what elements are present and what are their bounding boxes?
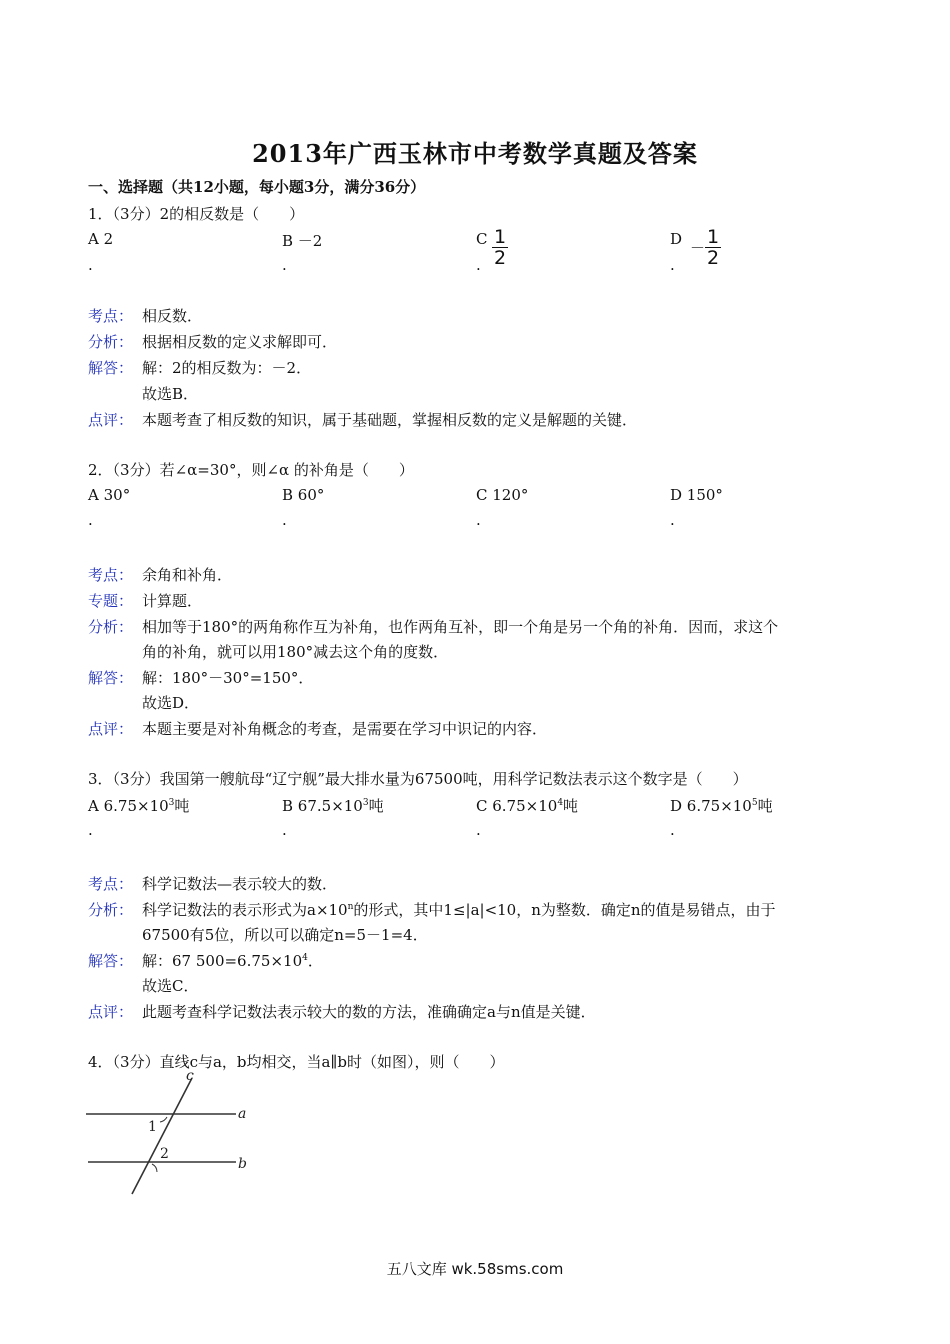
dianping-text: 本题考查了相反数的知识，属于基础题，掌握相反数的定义是解题的关键． (142, 411, 638, 429)
fenxi-text: 相加等于180°的两角称作互为补角，也作两角互补，即一个角是另一个角的补角．因而，求这个 (142, 618, 779, 636)
kaodian-label: 考点： (88, 566, 134, 584)
q1-option-d: D (670, 230, 683, 248)
option-dot: . (476, 256, 481, 274)
fenxi-label: 分析： (88, 333, 134, 351)
jieda-text: 解：180°－30°=150°． (142, 669, 314, 687)
kaodian-text: 相反数． (142, 307, 203, 325)
kaodian-label: 考点： (88, 307, 134, 325)
kaodian-text: 科学记数法—表示较大的数． (142, 875, 338, 893)
option-dot: . (670, 511, 675, 529)
jieda-answer: 故选B． (142, 385, 199, 403)
q3-option-a: A $6.75\times 10^3$吨 (88, 797, 190, 815)
zhuanti-text: 计算题． (142, 592, 203, 610)
question-4: 4．（3分）直线c与a，b均相交，当a∥b时（如图），则（ ） (88, 1053, 505, 1071)
option-dot: . (282, 256, 287, 274)
dianping-label: 点评： (88, 720, 134, 738)
fenxi-text-cont: 角的补角，就可以用180°减去这个角的度数． (142, 643, 449, 661)
q2-option-c: C 120° (476, 486, 529, 504)
label-angle-2: 2 (160, 1146, 169, 1162)
q1-option-c-fraction (492, 227, 508, 268)
dianping-label: 点评： (88, 411, 134, 429)
parallel-lines-figure (80, 1068, 280, 1198)
jieda-label: 解答： (88, 952, 134, 970)
jieda-text: 解：67 $500=6.75\times 10^4$． (142, 952, 323, 970)
option-dot: . (88, 511, 93, 529)
section-heading: 一、选择题（共12小题，每小题3分，满分36分） (88, 178, 426, 196)
label-angle-1: 1 (148, 1119, 157, 1135)
frac-numerator: 1 (707, 226, 720, 248)
frac-denominator: 2 (707, 247, 720, 269)
label-c: c (186, 1068, 194, 1084)
angle-2-arc (152, 1164, 157, 1172)
dianping-text: 此题考查科学记数法表示较大的数的方法，准确确定a与n值是关键． (142, 1003, 596, 1021)
zhuanti-label: 专题： (88, 592, 134, 610)
q3-option-d: D $6.75\times 10^5$吨 (670, 797, 773, 815)
q1-option-b: B －2 (282, 232, 323, 250)
q1-option-d-fraction (690, 227, 721, 268)
jieda-answer: 故选D． (142, 694, 200, 712)
fenxi-text: 根据相反数的定义求解即可． (142, 333, 338, 351)
label-a: a (238, 1106, 247, 1122)
q2-option-d: D 150° (670, 486, 723, 504)
fenxi-text: 科学记数法的表示形式为$a\times 10^n$的形式，其中1≤|a|<10，n为整数．确定n的值是易错点，由于 (142, 901, 776, 919)
kaodian-label: 考点： (88, 875, 134, 893)
q2-option-a: A 30° (88, 486, 131, 504)
q3-option-c: C $6.75\times 10^4$吨 (476, 797, 579, 815)
option-dot: . (282, 511, 287, 529)
line-c (132, 1078, 192, 1194)
footer-watermark: 五八文库 wk.58sms.com (386, 1260, 564, 1278)
fenxi-label: 分析： (88, 901, 134, 919)
option-dot: . (88, 821, 93, 839)
frac-denominator: 2 (494, 247, 507, 269)
option-dot: . (282, 821, 287, 839)
dianping-label: 点评： (88, 1003, 134, 1021)
kaodian-text: 余角和补角． (142, 566, 233, 584)
option-dot: . (476, 821, 481, 839)
option-dot: . (88, 256, 93, 274)
frac-numerator: 1 (494, 226, 507, 248)
angle-1-arc (160, 1117, 167, 1122)
question-2: 2．（3分）若∠α=30°，则∠α 的补角是（ ） (88, 461, 414, 479)
dianping-text: 本题主要是对补角概念的考查，是需要在学习中识记的内容． (142, 720, 548, 738)
q2-option-b: B 60° (282, 486, 325, 504)
option-dot: . (670, 821, 675, 839)
jieda-label: 解答： (88, 669, 134, 687)
option-dot: . (476, 511, 481, 529)
question-3: 3．（3分）我国第一艘航母“辽宁舰”最大排水量为67500吨，用科学记数法表示这个数字是（ ） (88, 770, 748, 788)
q1-option-c: C (476, 230, 488, 248)
jieda-answer: 故选C． (142, 977, 199, 995)
jieda-label: 解答： (88, 359, 134, 377)
fenxi-label: 分析： (88, 618, 134, 636)
option-dot: . (670, 256, 675, 274)
question-1: 1．（3分）2的相反数是（ ） (88, 205, 305, 223)
fenxi-text-cont: 67500有5位，所以可以确定n=5－1=4． (142, 926, 428, 944)
minus-sign: － (690, 239, 706, 257)
page-title: 2013年广西玉林市中考数学真题及答案 (252, 139, 698, 168)
jieda-text: 解：2的相反数为：－2． (142, 359, 312, 377)
label-b: b (238, 1156, 247, 1172)
q3-option-b: B $67.5\times 10^3$吨 (282, 797, 384, 815)
q1-option-a: A 2 (88, 230, 114, 248)
